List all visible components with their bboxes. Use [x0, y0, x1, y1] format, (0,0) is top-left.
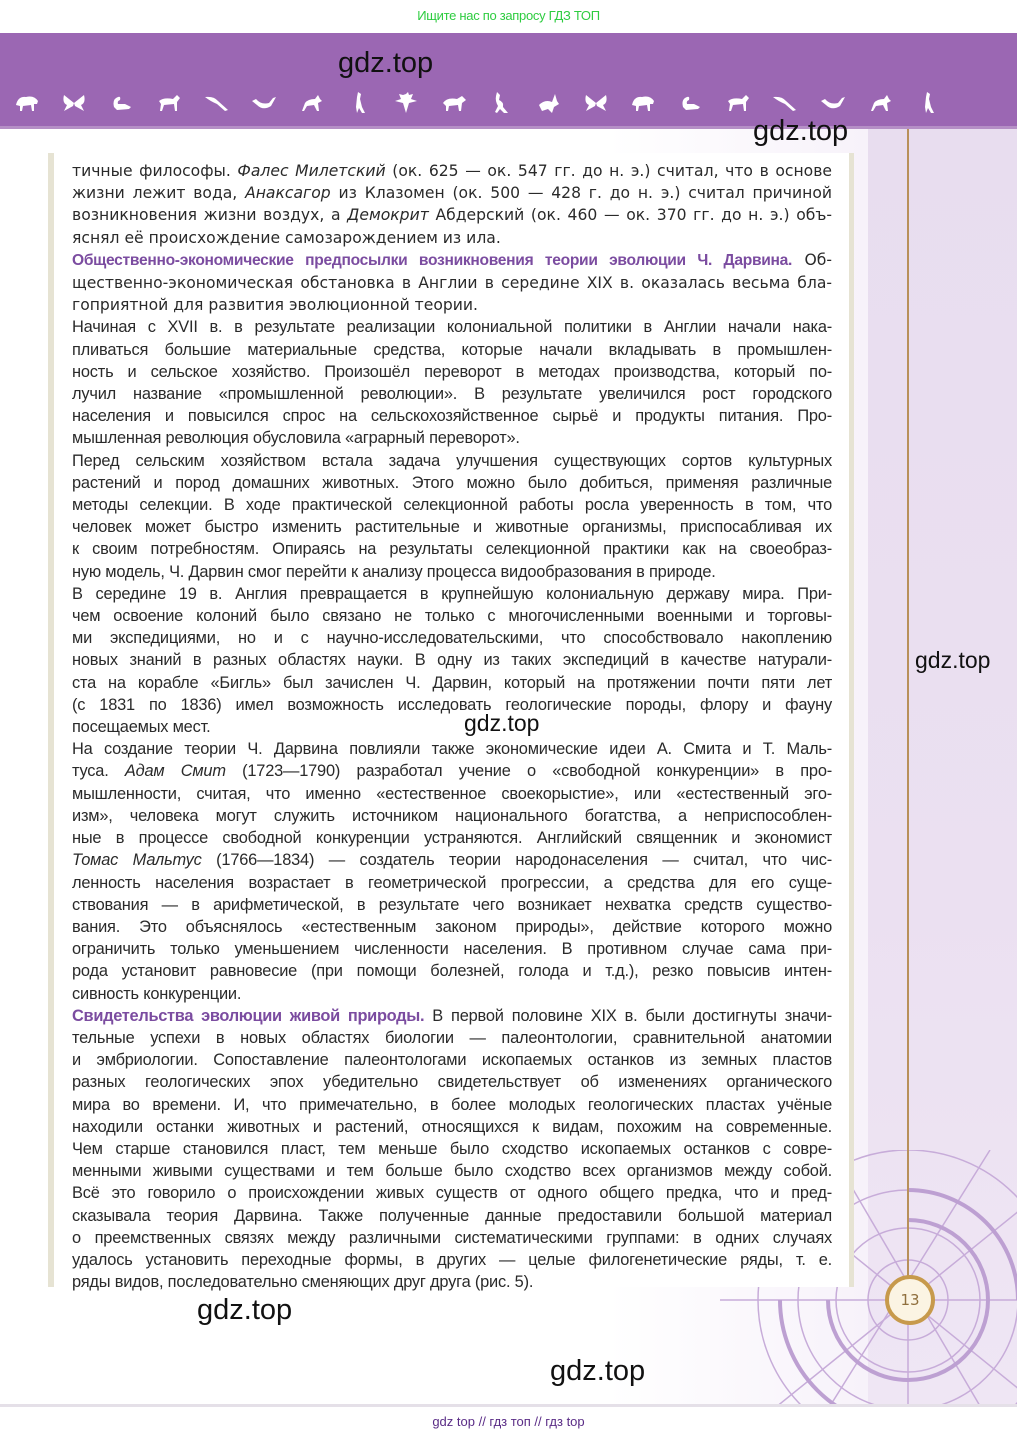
horse-icon: [156, 91, 182, 115]
bird-icon: [204, 91, 230, 115]
text-line: Всё это говорило о происхождении живых существ от одного общего предка, что и пред-: [72, 1184, 832, 1203]
text-line: рода установит равновесие (при помощи болезней, голода и т.д.), резко повысив интен-: [72, 962, 832, 981]
section-heading: Свидетельства эволюции живой природы.: [72, 1006, 425, 1025]
text-line: и эмбриологии. Сопоставление палеонтологами ископаемых останков из земных пластов: [72, 1051, 832, 1070]
text-line: гоприятной для развития эволюционной теории.: [72, 296, 479, 315]
whale-icon: [251, 91, 277, 115]
top-banner-text[interactable]: Ищите нас по запросу ГДЗ ТОП: [417, 8, 600, 23]
bird-icon: [772, 91, 798, 115]
text-line: Чем старше становился пласт, тем меньше было сходство ископаемых останков с совре-: [72, 1139, 832, 1158]
text-line: методы селекции. В ходе практической селекционной работы росла уверенность в том, что: [72, 496, 832, 515]
text-line: тельные успехи в новых областях биологии — палеонтологии, сравнительной анатомии: [72, 1028, 832, 1047]
horse-icon: [725, 91, 751, 115]
person-name: Адам Смит: [124, 762, 226, 781]
text-line: ную модель, Ч. Дарвин смог перейти к анализу процесса видообразования в природе.: [72, 562, 716, 581]
paragraph-beagle: [72, 583, 832, 738]
margin-gold-line: [907, 129, 909, 1299]
text-line: чем освоение колоний было связано не только с многочисленными военными и торговы-: [72, 607, 832, 626]
text-line: мышленности, считая, что именно «естественное своекорыстие», или «естественный эго-: [72, 784, 832, 803]
text-line: В середине 19 в. Англия превращается в крупнейшую колониальную державу мира. При-: [72, 584, 832, 603]
paragraph-selection: [72, 450, 832, 583]
text-line: Начиная с XVII в. в результате реализации колониальной политики в Англии начали нака-: [72, 318, 832, 337]
text-line: вания. Это объяснялось «естественным законом природы», действие которого можно: [72, 917, 832, 936]
paragraph-evidence: [72, 1005, 832, 1294]
text-line: лучил название «промышленной революции». В результате увеличился рост городского: [72, 385, 832, 404]
text-line: мира во времени. И, что примечательно, в более молодых геологических пластах учёные: [72, 1095, 832, 1114]
text-run: возникновения жизни воздух, а: [72, 206, 348, 225]
text-line: (с 1831 по 1836) имел возможность исследовать геологические породы, флору и фауну: [72, 695, 832, 714]
text-line: На создание теории Ч. Дарвина повлияли также экономические идеи А. Смита и Т. Маль-: [72, 740, 832, 759]
text-run: (ок. 625 — ок. 547 гг. до н. э.) считал, что в основе: [385, 162, 832, 180]
human-icon: [346, 91, 372, 115]
butterfly-icon: [583, 91, 609, 115]
paragraph-economists: [72, 738, 832, 1004]
text-line: растений и пород домашних животных. Этого можно было добиться, применяя различные: [72, 473, 832, 492]
boar-icon: [441, 91, 467, 115]
text-line: человек может быстро изменить растительные и животные организмы, приспосабливая их: [72, 518, 832, 537]
text-line: посещаемых мест.: [72, 718, 211, 737]
text-line: ные в процессе свободной конкуренции устраняются. Английский священник и экономист: [72, 829, 832, 848]
text-run: В первой половине XIX в. были достигнуты значи-: [424, 1006, 832, 1025]
page-number-badge: [885, 1275, 935, 1325]
text-run: жизни лежит вода,: [72, 184, 246, 203]
watermark: gdz.top: [464, 710, 540, 736]
text-line: яснял её происхождение самозарождением из ила.: [72, 228, 501, 247]
insect-icon: [393, 91, 419, 115]
text-line: изм», человека могут служить источником национального богатства, а неприспособлен-: [72, 806, 832, 825]
watermark: gdz.top: [753, 115, 849, 147]
text-line: ленность населения возрастает в геометрической прогрессии, а средства для его суще-: [72, 873, 832, 892]
paragraph-industrial-revolution: [72, 316, 832, 449]
bison-icon: [630, 91, 656, 115]
text-run: Об-: [792, 250, 832, 269]
text-line: ми экспедициями, но и с научно-исследовательскими, что способствовало накоплению: [72, 629, 832, 648]
watermark: gdz.top: [338, 47, 434, 79]
whale-icon: [820, 91, 846, 115]
watermark: gdz.top: [197, 1294, 293, 1326]
text-line: ограничить только уменьшением численности населения. В противном случае сама при-: [72, 940, 832, 959]
person-name: Томас Мальтус: [72, 851, 202, 870]
text-run: (1766—1834) — создатель теории народонаселения — считал, что чис-: [201, 851, 832, 870]
text-line: Перед сельским хозяйством встала задача улучшения существующих сортов культурных: [72, 451, 832, 470]
text-line: новых знаний в разных областях науки. В одну из таких экспедиций в качестве натурали-: [72, 651, 832, 670]
text-line: менными живыми существами и тем больше было сходство всех организмов между собой.: [72, 1162, 832, 1181]
text-line: ность и сельское хозяйство. Произошёл переворот в методах производства, который по-: [72, 362, 832, 381]
text-line: пливаться большие материальные средства, которые начали вкладывать в промышлен-: [72, 340, 832, 359]
text-run: Абдерский (ок. 460 — ок. 370 гг. до н. э.) объ-: [428, 206, 832, 225]
kangaroo-icon: [488, 91, 514, 115]
butterfly-icon: [61, 91, 87, 115]
text-line: ствования — в арифметической, в результате чего возникает нехватка средств существо-: [72, 895, 832, 914]
scorpion-icon: [109, 91, 135, 115]
body-text: [72, 160, 832, 1293]
footer: [0, 1407, 1017, 1440]
section-heading: Общественно-экономические предпосылки возникновения теории эволюции Ч. Дарвина.: [72, 251, 793, 269]
wolf-icon: [867, 91, 893, 115]
text-line: ряды видов, последовательно сменяющих друг друга (рис. 5).: [72, 1273, 534, 1292]
top-banner: [0, 0, 1017, 33]
text-line: щественно-экономическая обстановка в Англии в середине XIX в. оказалась весьма бла-: [72, 274, 832, 293]
watermark: gdz.top: [915, 647, 991, 673]
person-name: Фалес Милетский: [237, 162, 386, 180]
text-line: сивность конкуренции.: [72, 984, 242, 1003]
text-line: мышленная революция обусловила «аграрный переворот».: [72, 429, 520, 448]
watermark: gdz.top: [550, 1355, 646, 1387]
human-icon: [915, 91, 941, 115]
paragraph-ancient-philosophers: [72, 160, 832, 249]
scorpion-icon: [678, 91, 704, 115]
bison-icon: [14, 91, 40, 115]
text-run: туса.: [72, 762, 125, 781]
wolf-icon: [298, 91, 324, 115]
text-line: о преемственных связях между различными систематическими группами: в одних случаях: [72, 1228, 832, 1247]
footer-links[interactable]: gdz top // гдз топ // гдз top: [432, 1414, 585, 1429]
text-run: из Клазомен (ок. 500 — 428 г. до н. э.) считал причиной: [330, 184, 832, 203]
text-line: сказывала теория Дарвина. Также полученные данные предоставили большой материал: [72, 1206, 832, 1225]
hare-icon: [535, 91, 561, 115]
text-line: удалось установить переходные формы, в других — целые филогенетические ряды, т. е.: [72, 1250, 832, 1269]
page-number: 13: [900, 1291, 920, 1309]
text-line: к своим потребностям. Опираясь на результаты селекционной практики как на своеобраз-: [72, 540, 832, 559]
text-line: разных геологических эпох убедительно свидетельствует об изменениях органического: [72, 1073, 832, 1092]
text-line: находили останки животных и растений, относящихся к видам, похожим на современные.: [72, 1117, 832, 1136]
text-line: населения и повысился спрос на сельскохозяйственное сырьё и продукты питания. Про-: [72, 407, 832, 426]
text-run: тичные философы.: [72, 162, 238, 180]
person-name: Анаксагор: [245, 184, 331, 203]
text-line: ста на корабле «Бигль» был зачислен Ч. Дарвин, который на протяжении почти пяти лет: [72, 673, 832, 692]
paragraph-socioeconomic: [72, 249, 832, 317]
person-name: Демокрит: [347, 206, 429, 225]
text-run: (1723—1790) разработал учение о «свободной конкуренции» в про-: [225, 762, 832, 781]
